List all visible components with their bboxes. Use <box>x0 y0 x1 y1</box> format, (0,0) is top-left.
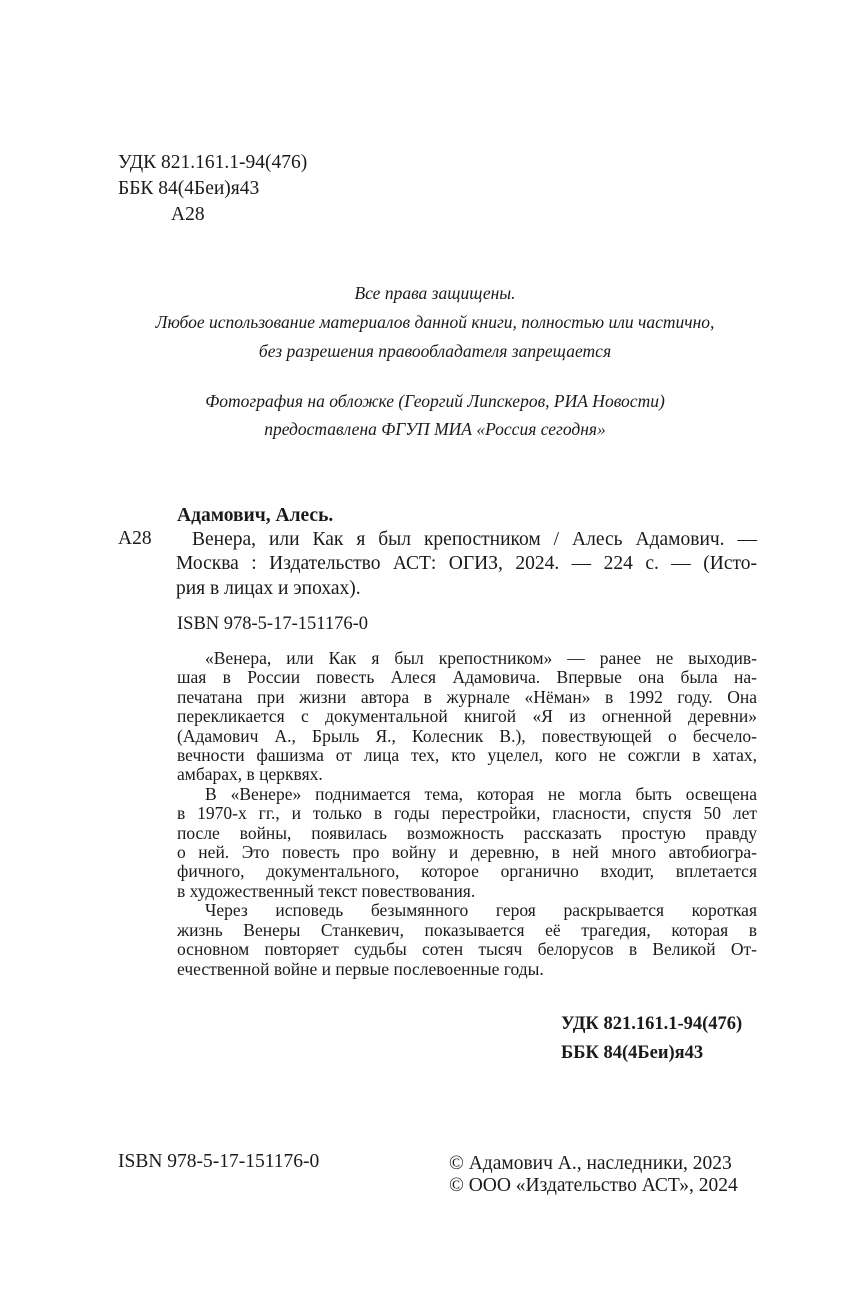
record-isbn: ISBN 978-5-17-151176-0 <box>177 614 368 634</box>
record-line: Венера, или Как я был крепостником / Алесь Адамович. — <box>192 529 757 550</box>
annotation-line: (Адамович А., Брыль Я., Колесник В.), повествующей о бесчело- <box>177 725 757 746</box>
record-description <box>176 528 757 601</box>
author-mark: А28 <box>171 204 205 225</box>
annotation-line: вечности фашизма от лица тех, кто уцелел, кого не сожгли в хатах, <box>177 745 757 766</box>
annotation-line: в 1970-х гг., и только в годы перестройки, гласности, спустя 50 лет <box>177 803 757 824</box>
copyright-publisher: © ООО «Издательство АСТ», 2024 <box>449 1175 738 1196</box>
rights-line-1: Все права защищены. <box>354 283 516 303</box>
annotation-line: жизнь Венеры Станкевич, показывается её трагедия, которая в <box>177 919 757 940</box>
udk-code: УДК 821.161.1-94(476) <box>118 152 308 173</box>
annotation-line: ечественной войне и первые послевоенные годы. <box>177 958 544 979</box>
bbk-code: ББК 84(4Беи)я43 <box>118 178 260 199</box>
annotation <box>177 649 757 979</box>
annotation-line: печатана при жизни автора в журнале «Нёман» в 1992 году. Она <box>177 686 757 707</box>
photo-credit-line-2: предоставлена ФГУП МИА «Россия сегодня» <box>264 419 606 439</box>
annotation-line: шая в России повесть Алеся Адамовича. Впервые она была на- <box>177 667 757 688</box>
rights-notice <box>60 279 810 366</box>
photo-credit-line-1: Фотография на обложке (Георгий Липскеров, РИА Новости) <box>205 391 665 411</box>
record-author: Адамович, Алесь. <box>177 505 334 526</box>
annotation-line: перекликается с документальной книгой «Я из огненной деревни» <box>177 706 757 727</box>
photo-credit <box>60 387 810 443</box>
classification-bbk: ББК 84(4Беи)я43 <box>561 1043 704 1063</box>
rights-line-3: без разрешения правообладателя запрещается <box>258 341 612 361</box>
copyright-author: © Адамович А., наследники, 2023 <box>449 1153 732 1174</box>
header-codes <box>118 150 307 228</box>
annotation-line: о ней. Это повесть про войну и деревню, в ней много автобиогра- <box>177 842 757 863</box>
copyright-block <box>449 1153 738 1197</box>
annotation-line: основном повторяет судьбы сотен тысяч белорусов в Великой От- <box>177 939 757 960</box>
classification-udk: УДК 821.161.1-94(476) <box>561 1014 743 1034</box>
annotation-line: после войны, появилась возможность рассказать простую правду <box>177 822 757 843</box>
record-author-mark: А28 <box>118 528 152 549</box>
annotation-line: фичного, документального, которое органично входит, вплетается <box>177 861 757 882</box>
annotation-line: в художественный текст повествования. <box>177 880 476 901</box>
annotation-line: амбарах, в церквях. <box>177 764 323 785</box>
record-line: Москва : Издательство АСТ: ОГИЗ, 2024. — 224 с. — (Исто- <box>176 553 757 575</box>
rights-line-2: Любое использование материалов данной книги, полностью или частично, <box>155 312 715 332</box>
footer-isbn: ISBN 978-5-17-151176-0 <box>118 1151 320 1172</box>
record-line: рия в лицах и эпохах). <box>176 577 361 599</box>
annotation-line: «Венера, или Как я был крепостником» — ранее не выходив- <box>205 648 757 668</box>
annotation-line: Через исповедь безымянного героя раскрывается короткая <box>205 900 757 921</box>
annotation-line: В «Венере» поднимается тема, которая не могла быть освещена <box>205 783 757 804</box>
classification-codes <box>561 1010 742 1068</box>
